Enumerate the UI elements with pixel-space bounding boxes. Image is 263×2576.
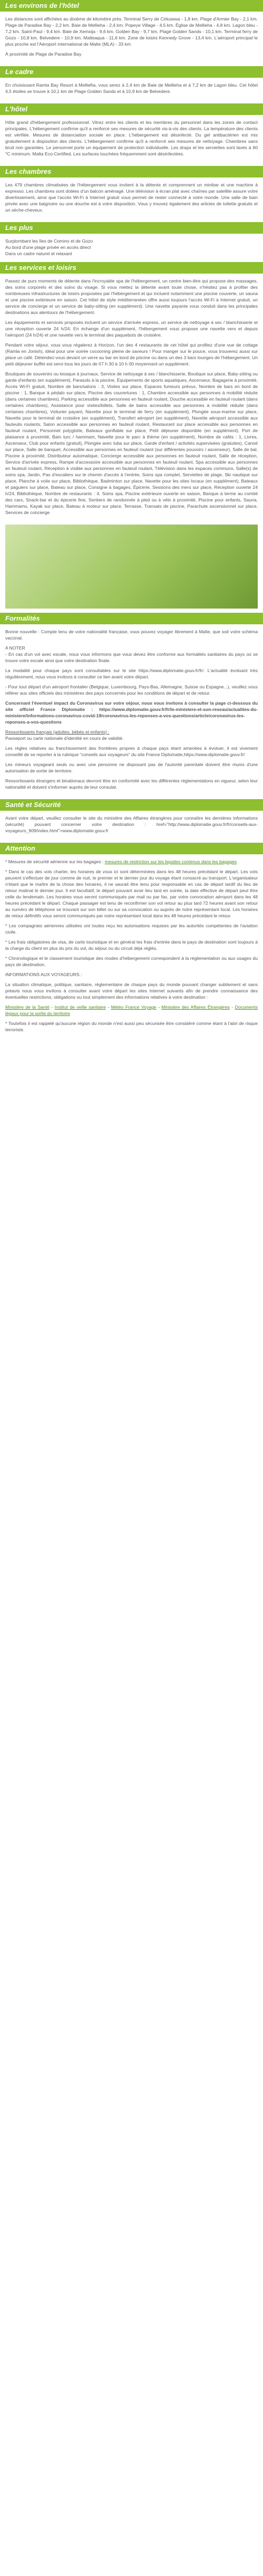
plus-item: Surplombant les îles de Comino et de Gozo bbox=[5, 238, 93, 244]
sante-text: Avant votre départ, veuillez consulter le site du ministère des Affaires étrangères pour connaître les dernières informations (sécurité) pouvant concerner votre destination : href="http://www.diplomatie.gouv.fr/fr/conseils-aux-voyageurs_909/index.html">www.diplomatie.gouv.fr bbox=[5, 815, 258, 833]
section-header-hotel: L'hôtel bbox=[0, 103, 263, 115]
section-header-plus: Les plus bbox=[0, 222, 263, 234]
environs-nearby: À proximité de Plage de Paradise Bay bbox=[5, 51, 82, 57]
attention-text: * Les compagnies aériennes utilisées ont toutes reçu les autorisations requises par les autorités compétentes de l'aviation civile. bbox=[5, 923, 258, 935]
section-header-sante: Santé et Sécurité bbox=[0, 799, 263, 811]
services-text: Les équipements et services proposés incluent un service d'arrivée express, un service de nettoyage à sec / blanchisserie et une réception ouverte 24 h/24. En échange d'un supplément, l'hébergement vous propose une navette vers et depuis l'aéroport (24 h/24) et une navette vers le terminal des paquebots de croisière. bbox=[5, 320, 258, 338]
attention-text: * Toutefois il est rappelé qu'aucune région du monde n'est aussi peu sécurisée être considéré comme étant à l'abri de risque terroriste. bbox=[5, 1021, 258, 1032]
formalites-text: Les mineurs voyageant seuls ou avec une personne ne disposant pas de l'autorité parentale doivent être munis d'une autorisation de sortie de territoire. bbox=[5, 762, 258, 773]
environs-text: Les distances sont affichées au dixième de kilomètre près. Terminal Serry de Cirkuwwa - 1,8 km. Plage d'Armier Bay - 2,1 km. Plage de Paradise Bay - 2,2 km. Baie de Mellieha - 2,4 km. Popeye Village - 4,5 km. Église de Mellieha - 4,8 km. Lagon bleu - 7,2 km. Saint-Paul - 9,4 km. Baie de Xemxija - 9,6 km. Golden Bay - 9,7 km. Plage Golden Sands - 10,1 km. Terminal ferry de Gozo - 10,8 km. Belvedere - 10,9 km. Malteaqua - 11,6 km. Zone de loisirs Kennedy Grove - 13,4 km. L'aéroport principal le plus proche est l'Aéroport international de Malte (MLA) - 33 km bbox=[5, 16, 258, 47]
services-list: Boutiques de souvenirs ou kiosque à journaux, Service de nettoyage à sec / blanchisserie, Boutique sur place, Baby-sitting ou garde d'enfants (en supplément), Parasols à la piscine, Équipements de sports aquatiques, Ascenseur, Bagagerie à proximité, Accès Wi-Fi gratuit, Nombre de bars/salons : 3, Visites sur place, Espaces fumeurs prévus, Nombre de bars en bord de piscine : 1, Banque à pédalo sur place, Piscine des couvertures : 1, Chambre accessible aux personnes à mobilité réduite (dans certaines chambres), Parking accessible aux personnes en fauteuil roulant, Douche accessible en fauteuil roulant (dans certaines chambres), Assistance pour visites/billets, Salle de bains accessible aux personnes à mobilité réduite (dans certaines chambres), Voiturier payant, Navette pour le terminal de ferry (en supplément), Plongée sous-marine sur place, Navette pour le terminal de croisière (en supplément), Transfert aéroport (en supplément), Navette aéroport accessible aux fauteuils roulants, Salon accessible aux personnes en fauteuil roulant, Restaurant sur place accessible aux personnes en fauteuil roulant, Personnel polyglotte, Bateaux gonflable sur place, Petit déjeuner disponible (en supplément), Port de plaisance à proximité, Bain turc / hammam, Navette pour le parc à thème (en supplément), Nombre de cafés : 1, Livres, Ascenseur, Club pour enfants (gratuit), Plongée avec tuba sur place, Garde d'enfant / activités supervisées (gratuites), Canoë sur place, Salle de banquet, Accessible aux personnes en fauteuil roulant (sur différentes pouvoirs / ascenseur), Salle de bal, Piscine à proximité, Distributeur automatique, Concierge accessible aux personnes en fauteuil roulant, Salle de réception, Service d'arrivée express, Rampe d'accessoire accessible aux personnes en fauteuil roulant, Spa accessible aux personnes en fauteuil roulant, Réception à visible aux personnes en fauteuil roulant, Télévision dans les espaces communs, Salle(s) de soins spa, Jardin, Pas d'escaliers sur le chemin d'accès à l'entrée, Soins spa complet, Serviettes de plage, Ski nautique sur place, Planche à voile sur place, Bibliothèque, Badminton sur place, Navette pour les sites locaux (en supplément), Bateaux et paguiers sur place, Bateau sur place, Consigne à bagages, Épicerie, Sessions des mers sur place, Réception ouverte 24 h/24, Bibliothèque, Nombre de restaurants : 4, Soins spa, Piscine extérieure ouverte en saison, Banque à terme au comité des cars, Snack-bar et du épicerie fine, Sentiers de randonnée à pied ou à vélo à proximité, Piscine pour enfants, Sauna, Hammams, Kayak sur place, Bateau à moteur sur place, Terrasse, Transats de piscine, Parachute ascensionnel sur place, Services de concierge bbox=[5, 371, 258, 515]
plus-item: Dans un cadre naturel et relaxant bbox=[5, 251, 73, 256]
link-documents-legaux[interactable]: Documents légaux pour la sortie du territoire bbox=[5, 1004, 258, 1016]
attention-text: * Dans le cas des vols charter, les horaires de vous ici sont déterminées dans les 48 heures précédant le départ. Les vols peuvent s'effectuer de jour comme de nuit, le premier et le dernier jour du voyage étant consacré au transport. L'organisateur n'étant que le maître de la chose des horaires, il ne saurait être tenu pour responsable en cas de départ tardif du lieu de retour matinal le dernier jour. Il est facultatif, le départ pouvant avoir lieu tard en soirée, la date effective de départ peut être celle du lendemain. Les horaires vous seront communiqués par mail ou par fax, par votre convocation aéroport dans les 48 heures précédant le départ. Chaque passager est tenu de reconfirmer son vol retour au plus tard 72 heures avant son retour au numéro de téléphone se trouvant sur son billet ou sur sa convocation ou auprès de notre représentant local. Les horaires de retour définitifs vous seront communiqués par notre représentant local dans les 48 heures précédant le retour. bbox=[5, 869, 258, 918]
page bbox=[0, 0, 263, 1042]
services-text: Passez de purs moments de détente dans l'incroyable spa de l'hébergement, un centre bien-être qui propose des massages, des soins corporels et des soins du visage. Si vous mettez la détente avant toute chose, n'hésitez pas à profiter des nombreuses infrastructures de loisirs proposées par l'hébergement et qui incluent notamment une piscine couverte, un sauna et une piscine extérieure en saison. Cet hôtel de style méditerranéen offre aussi toujours l'accès Wi-Fi à Internet gratuit, un service de concierge et un service de baby-sitting (en supplément). Une navette payante vous conduit dans les principales destinations aux alentours de l'hébergement. bbox=[5, 278, 258, 315]
section-chambres bbox=[0, 177, 263, 222]
baggage-restrictions-link[interactable]: mesures de restriction sur les liquides contenus dans les bagages bbox=[105, 859, 237, 864]
link-affaires-etrangeres[interactable]: Ministère des Affaires Étrangères bbox=[161, 1004, 230, 1010]
hotel-text: Hôte grand d'hébergement professionnel. Vitrez entre les clients et les membres du personnel dans les zones de contact principales. L'hébergement confirme qu'il a renforcé ses mesures de sécurité vis-à-vis des clients. La température des clients est vérifiée. Mesures de distanciation sociale en place. L'hébergement est désinfecté. Du gel antibactérien est mis gratuitement à disposition des clients. L'hébergement confirme qu'il a renforcé ses mesures de nettoyage. Chambres sans bruit non garanties. Le personnel porte un équipement de protection individuelle. Les draps et les serviettes sont lavés à 60 °C minimum. Malta Eco-Certified. Les surfaces touchées fréquemment sont désinfectées. bbox=[5, 120, 258, 156]
attention-baggage-label: * Mesures de sécurité aérienne sur les bagages : bbox=[5, 859, 104, 864]
section-header-attention: Attention bbox=[0, 843, 263, 854]
plus-item: Au bord d'une plage privée en accès direct bbox=[5, 245, 91, 250]
section-environs bbox=[0, 12, 263, 66]
attention-links: Ministère de la Santé - Institut de veille sanitaire - Météo France Voyage - Ministère des Affaires Étrangères - Documents légaux pour la sortie du territoire bbox=[5, 1004, 258, 1016]
formalites-text: - En cas d'un vol avec escale, nous vous informons que vous devez être conforme aux formalités sanitaires du pays où se trouve votre escale ainsi que votre destination finale. bbox=[5, 652, 258, 663]
formalites-subtitle: Ressortissants français (adultes, bébés et enfants) : bbox=[5, 729, 109, 735]
section-services bbox=[0, 274, 263, 525]
formalites-text: - Pour tout départ d'un aéroport frontalier (Belgique, Luxembourg, Pays-Bas, Allemagne, Suisse ou Espagne...), veuillez vous référer aux sites officiels des ministères des pays concernés pour les conditions de départ et de retour. bbox=[5, 684, 258, 696]
link-meteo-france[interactable]: Météo France Voyage bbox=[110, 1004, 157, 1010]
services-text: Pendant votre séjour, vous vous régalerez à Horizon, l'un des 4 restaurants de cet hôtel qui profitez d'une vue de cottage (Ramla en Jonish), idéal pour une soirée cocooning pleine de saveurs ! Pour manger sur le pouce, vous trouverez aussi sur place un café. Détendez-vous devant un verre au bar en bord de piscine ou dans un des 3 bars lounges de l'hébergement. Un petit déjeuner buffet est servi tous les jours de 07 h 30 à 10 h 00 moyennant un supplément. bbox=[5, 342, 258, 366]
attention-text: * Chronologique et le classement touristique des modes d'hébergement correspondent à la réglementation ou aux usages du pays de destination. bbox=[5, 956, 258, 967]
formalites-text: Bonne nouvelle : Compte tenu de votre nationalité française, vous pouvez voyager librement à Malte, que soit votre schéma vaccinal. bbox=[5, 629, 258, 641]
section-header-environs: Les environs de l'hôtel bbox=[0, 0, 263, 12]
section-hotel bbox=[0, 115, 263, 166]
attention-subtitle: INFORMATIONS AUX VOYAGEURS : bbox=[5, 972, 82, 977]
formalites-covid: Concernant l'éventuel impact du Coronavirus sur votre séjour, nous vous invitons à consulter la page ci-dessous du site officiel France Diplomatie : https://www.diplomatie.gouv.fr/fr/le-ministere-et-son-reseau/actualites-du-ministere/informations-coronavirus-covid-19/coronavirus-les-reponses-a-vos-questions/article/coronavirus-les-reponses-a-vos-questions bbox=[5, 700, 258, 725]
cadre-text: En choisissant Ramla Bay Resort à Mellieħa, vous serez à 2,4 km de Baie de Mellieha et à 7,2 km de Lagon bleu. Cet hôtel 4,5 étoiles se trouve à 10,1 km de Plage Golden Sands et à 10,9 km de Belvedere. bbox=[5, 82, 258, 94]
section-header-services: Les services et loisirs bbox=[0, 262, 263, 274]
formalites-note-title: A NOTER bbox=[5, 645, 25, 651]
formalites-text: Ressortissants étrangers et binationaux devront être en conformité avec les différentes réglementations en vigueur, selon leur nationalité et doivent s'informer auprès de leur consulat. bbox=[5, 778, 258, 790]
formalites-text: Les règles relatives au franchissement des frontières propres à chaque pays étant amenées à évoluer, il est vivement conseillé de se reporter à la rubrique "conseils aux voyageurs" du site France Diplomatie,https://www.diplomatie.gouv.fr/ bbox=[5, 746, 258, 757]
attention-text: La situation climatique, politique, sanitaire, réglementaire de chaque pays du monde pouvant changer subitement et sans préavis nous vous invitons à consulter avant votre départ les sites Internet suivants afin de prendre connaissance des éventuelles restrictions, obligations ou tout simplement des informations relatives à votre destination : bbox=[5, 982, 258, 1000]
section-plus bbox=[0, 234, 263, 262]
section-sante bbox=[0, 811, 263, 843]
link-ministere-sante[interactable]: Ministère de la Santé bbox=[5, 1004, 49, 1010]
attention-baggage bbox=[5, 858, 258, 865]
attention-text: * Les frais obligatoires de visa, de carte touristique et en général les frais d'entrée dans le pays de destination sont toujours à la charge du client en plus du prix du vol, du séjour ou du circuit déjà réglés. bbox=[5, 939, 258, 951]
formalites-text: La modalité pour chaque pays sont consultables sur le site https://www.diplomatie.gouv.fr/fr/. L'actualité évoluant très régulièrement, nous vous invitons à consulter ce lien avant votre départ. bbox=[5, 668, 258, 679]
section-attention bbox=[0, 854, 263, 1042]
section-header-cadre: Le cadre bbox=[0, 66, 263, 78]
link-veille-sanitaire[interactable]: Institut de veille sanitaire bbox=[54, 1004, 106, 1010]
section-cadre bbox=[0, 78, 263, 103]
chambres-text: Les 479 chambres climatisées de l'hébergement vous invitent à la détente et comprennent un minibar et une machine à expresso. Les chambres sont dotées d'un balcon aménagé. Une télévision à écran plat avec chaînes par satellite assure votre divertissement, ainsi que l'accès Wi-Fi à Internet gratuit vous permet de rester connecté à votre monde. Une salle de bain privée avec une baignoire ou une douche est à votre disposition. Vous y trouvez également des articles de toilette gratuits et un sèche-cheveux. bbox=[5, 182, 258, 213]
formalites-text: Passeport ou carte nationale d'identité en cours de validité. bbox=[5, 736, 124, 741]
hotel-photo bbox=[5, 525, 258, 609]
section-header-formalites: Formalités bbox=[0, 613, 263, 624]
section-header-chambres: Les chambres bbox=[0, 166, 263, 177]
section-formalites bbox=[0, 624, 263, 799]
